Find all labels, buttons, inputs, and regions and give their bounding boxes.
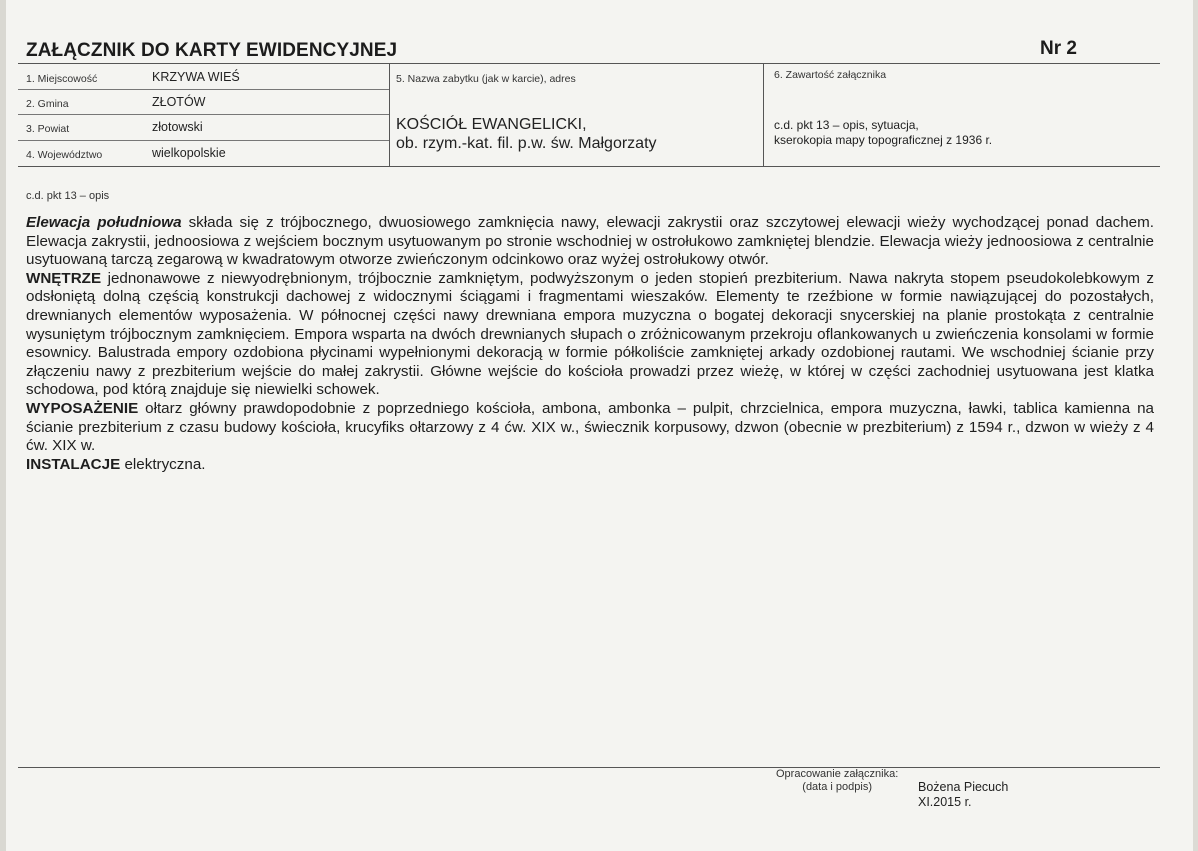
field-value-commune: ZŁOTÓW [152,95,206,109]
header-table [18,63,1160,167]
preparation-label-line1: Opracowanie załącznika: [776,768,899,780]
description-body [26,214,1154,474]
paragraph-text: składa się z trójbocznego, dwuosiowego zamknięcia nawy, elewacji zakrystii oraz szczytowej elewacji wieży wychodzącej ponad dachem. Elewacja zakrystii, jednoosiowa z wejściem bocznym usytuowanym po stronie wschodniej w ostrołukowo zamkniętej blendzie. Elewacja wieży jednoosiowa z centralnie usytuowaną tarczą zegarową w kwadratowym otworze zwieńczonym odcinkowo oraz wyżej ostrołukowy otwór. [26,214,1154,269]
section-heading-installations: INSTALACJE [26,455,121,473]
row-divider [18,140,389,141]
monument-name-line2: ob. rzym.-kat. fil. p.w. św. Małgorzaty [396,135,657,152]
attachment-contents [774,118,992,148]
field-label-county: 3. Powiat [26,123,70,135]
section-heading-furnishings: WYPOSAŻENIE [26,399,139,417]
author-name: Bożena Piecuch [918,780,1009,794]
row-divider [18,114,389,115]
paragraph-text: ołtarz główny prawdopodobnie z poprzedniego kościoła, ambona, ambonka – pulpit, chrzcielnica, empora muzyczna, ławki, tablica kamienna na ścianie prezbiterium z czasu budowy kościoła, krucyfiks ołtarzowy z 4 ćw. XIX w., świecznik korpusowy, dzwon (obecnie w prezbiterium) z 1594 r., dzwon w wieży z 4 ćw. XIX w. [26,399,1154,455]
section-heading-interior: WNĘTRZE [26,269,102,287]
paragraph-south-elevation [26,214,1154,270]
preparation-date: XI.2015 r. [918,795,972,809]
contents-line1: c.d. pkt 13 – opis, sytuacja, [774,118,919,132]
preparation-label [776,768,898,794]
column-divider [763,63,764,166]
field-label-monument: 5. Nazwa zabytku (jak w karcie), adres [396,73,576,85]
paragraph-interior [26,270,1154,400]
preparation-label-line2: (data i podpis) [802,781,872,793]
field-label-locality: 1. Miejscowość [26,73,98,85]
page-edge [0,0,6,851]
row-divider [18,89,389,90]
monument-name-line1: KOŚCIÓŁ EWANGELICKI, [396,116,587,133]
page-edge [1193,0,1198,851]
footer-divider [18,767,1160,768]
field-value-voivodeship: wielkopolskie [152,146,226,160]
paragraph-text: jednonawowe z niewyodrębnionym, trójbocznie zamkniętym, podwyższonym o jeden stopień prezbiterium. Nawa nakryta stopem pseudokolebkowym z odsłoniętą dolną częścią konstrukcji dachowej z widocznymi ściągami i fragmentami wieszaków. Elementy te rzeźbione w formie nawiązującej do pozostałych, drewnianych elementów wyposażenia. W północnej części nawy drewniana empora muzyczna o bogatej dekoracji snycerskiej na planie prostokąta z centralnie wysuniętym trójbocznym zamknięciem. Empora wsparta na dwóch drewnianych słupach o zróżnicowanym przekroju oflankowanych u zwieńczenia konsolami w formie esownicy. Balustrada empory ozdobiona płycinami wypełnionymi dekoracją w formie półkoliście zamkniętej arkady ozdobionej rautami. We wschodniej ścianie przy złączeniu nawy z prezbiterium wejście do małej zakrystii. Główne wejście do kościoła prowadzi przez wieżę, w której w części zachodniej usytuowana jest klatka schodowa, pod którą znajduje się niewielki schowek. [26,269,1154,399]
field-value-locality: KRZYWA WIEŚ [152,70,240,84]
paragraph-text: elektryczna. [120,455,206,473]
author-signature [918,780,1008,810]
column-divider [389,63,390,166]
field-label-commune: 2. Gmina [26,98,69,110]
contents-line2: kserokopia mapy topograficznej z 1936 r. [774,133,993,147]
paragraph-installations [26,456,1154,475]
monument-name [396,115,657,153]
continuation-note: c.d. pkt 13 – opis [26,190,110,202]
field-label-voivodeship: 4. Województwo [26,149,103,161]
paragraph-furnishings [26,400,1154,456]
field-value-county: złotowski [152,120,203,134]
document-number: Nr 2 [1040,38,1077,59]
field-label-contents: 6. Zawartość załącznika [774,69,887,81]
document-title: ZAŁĄCZNIK DO KARTY EWIDENCYJNEJ [26,40,398,61]
section-heading-south-elevation: Elewacja południowa [26,214,182,231]
